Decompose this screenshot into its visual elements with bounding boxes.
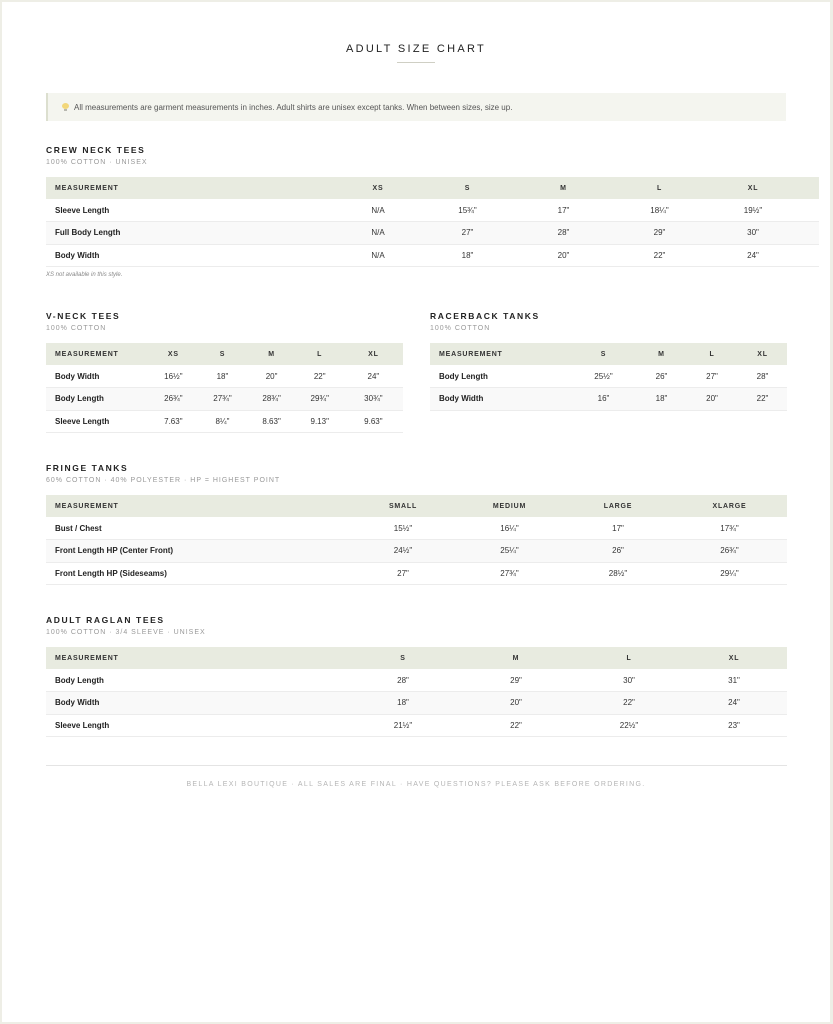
section-title: CREW NECK TEES	[46, 145, 146, 155]
column-header-measurement: MEASUREMENT	[439, 350, 503, 358]
column-header-size: M	[560, 184, 567, 192]
measurement-label: Front Length HP (Center Front)	[55, 546, 174, 556]
size-value: N/A	[371, 228, 385, 238]
footer-divider	[46, 765, 787, 766]
lightbulb-icon	[62, 103, 69, 112]
table-row	[46, 410, 403, 433]
size-value: 23"	[728, 720, 740, 730]
column-header-size: XL	[757, 350, 768, 358]
section-raglan	[46, 615, 787, 737]
footer-text: BELLA LEXI BOUTIQUE · ALL SALES ARE FINAL · HAVE QUESTIONS? PLEASE ASK BEFORE ORDERING.	[186, 781, 646, 788]
section-subtitle: 100% COTTON	[430, 325, 491, 332]
column-header-size: XL	[747, 184, 759, 192]
size-table	[46, 495, 787, 585]
size-value: 19½"	[743, 205, 763, 215]
size-value: 25¼"	[500, 546, 519, 556]
size-value: 21½"	[393, 720, 413, 730]
size-value: 9.63"	[364, 416, 383, 426]
size-value: 29"	[510, 675, 522, 685]
size-value: 24"	[728, 698, 740, 708]
measurement-label: Body Length	[55, 394, 104, 404]
measurement-label: Body Width	[439, 394, 484, 404]
measurement-label: Body Width	[55, 250, 100, 260]
column-header-size: L	[626, 654, 632, 662]
size-value: 22"	[653, 250, 666, 260]
size-value: 15½"	[393, 523, 413, 533]
column-header-size: MEDIUM	[492, 502, 527, 510]
size-value: 22"	[313, 371, 326, 381]
size-value: 18¼"	[650, 205, 669, 215]
column-header-size: M	[512, 654, 520, 662]
column-header-measurement: MEASUREMENT	[55, 350, 119, 358]
measurement-label: Front Length HP (Sideseams)	[55, 568, 167, 578]
measurement-label: Body Width	[55, 371, 100, 381]
size-value: 16½"	[164, 371, 183, 381]
table-row	[46, 669, 787, 692]
size-value: 30"	[623, 675, 635, 685]
table-row	[46, 562, 787, 585]
table-row	[46, 365, 403, 388]
size-table	[46, 177, 819, 267]
size-value: 29¼"	[720, 568, 739, 578]
section-title: V-NECK TEES	[46, 311, 121, 321]
section-subtitle: 100% COTTON · UNISEX	[46, 159, 148, 166]
section-title: ADULT RAGLAN TEES	[46, 615, 165, 625]
table-header-row	[430, 343, 787, 365]
size-value: 24½"	[393, 546, 413, 556]
size-value: 26"	[655, 371, 668, 381]
measurement-label: Bust / Chest	[55, 523, 102, 533]
table-header-row	[46, 177, 819, 199]
size-value: 26¾"	[720, 546, 739, 556]
size-value: 20"	[706, 394, 718, 404]
table-row	[430, 365, 787, 388]
table-row	[430, 388, 787, 411]
size-value: 28"	[756, 371, 769, 381]
size-value: 25½"	[594, 371, 613, 381]
size-value: 18"	[655, 394, 668, 404]
size-table	[430, 343, 787, 411]
size-value: 20"	[510, 698, 522, 708]
section-subtitle: 100% COTTON · 3/4 SLEEVE · UNISEX	[46, 629, 206, 636]
size-value: 15¾"	[458, 205, 477, 215]
measurement-label: Sleeve Length	[55, 720, 110, 730]
size-value: 17¾"	[720, 523, 739, 533]
size-value: 7.63"	[164, 416, 183, 426]
section-title: RACERBACK TANKS	[430, 311, 540, 321]
measurement-label: Body Length	[439, 371, 488, 381]
size-value: 9.13"	[310, 416, 329, 426]
size-value: 22"	[756, 394, 769, 404]
section-racerback	[430, 311, 787, 411]
size-value: 31"	[728, 675, 740, 685]
title-divider	[397, 62, 435, 63]
size-value: 18"	[216, 371, 229, 381]
column-header-size: L	[709, 350, 715, 358]
size-value: 26"	[612, 546, 624, 556]
column-header-size: S	[600, 350, 607, 358]
size-value: 27"	[706, 371, 718, 381]
column-header-size: XLARGE	[712, 502, 747, 510]
column-header-size: XL	[368, 350, 379, 358]
column-header-size: S	[464, 184, 471, 192]
size-value: 17"	[612, 523, 624, 533]
column-header-size: XS	[372, 184, 384, 192]
size-value: 16¼"	[500, 523, 519, 533]
measurement-label: Sleeve Length	[55, 416, 110, 426]
table-row	[46, 692, 787, 715]
table-row	[46, 222, 819, 245]
table-header-row	[46, 343, 403, 365]
table-row	[46, 714, 787, 737]
section-subtitle: 60% COTTON · 40% POLYESTER · HP = HIGHEST POINT	[46, 477, 281, 484]
size-value: 29¾"	[310, 394, 329, 404]
page-title: ADULT SIZE CHART	[345, 43, 487, 55]
column-header-size: XS	[167, 350, 179, 358]
size-value: 18"	[397, 698, 409, 708]
section-title: FRINGE TANKS	[46, 463, 129, 473]
size-value: 28½"	[608, 568, 628, 578]
size-value: N/A	[371, 205, 385, 215]
table-row	[46, 244, 819, 267]
table-row	[46, 540, 787, 563]
size-value: 26¾"	[164, 394, 183, 404]
section-vneck	[46, 311, 403, 433]
measurement-label: Full Body Length	[55, 228, 121, 238]
size-value: 28"	[557, 228, 570, 238]
size-value: 24"	[747, 250, 759, 260]
measurement-label: Body Length	[55, 675, 104, 685]
column-header-size: L	[656, 184, 663, 192]
table-header-row	[46, 647, 787, 669]
section-crew	[46, 145, 787, 278]
column-header-size: M	[268, 350, 275, 358]
size-table	[46, 647, 787, 737]
size-value: 27"	[397, 568, 409, 578]
column-header-size: LARGE	[603, 502, 633, 510]
size-value: 20"	[557, 250, 570, 260]
size-value: 22"	[510, 720, 522, 730]
size-value: N/A	[371, 250, 385, 260]
size-value: 27"	[461, 228, 474, 238]
measurement-label: Sleeve Length	[55, 205, 110, 215]
measurement-note	[46, 93, 786, 121]
column-header-measurement: MEASUREMENT	[55, 184, 119, 192]
column-header-measurement: MEASUREMENT	[55, 654, 119, 662]
size-value: 18"	[461, 250, 474, 260]
column-header-size: S	[219, 350, 226, 358]
column-header-size: SMALL	[388, 502, 418, 510]
table-row	[46, 199, 819, 222]
section-subtitle: 100% COTTON	[46, 325, 107, 332]
table-row	[46, 388, 403, 411]
size-value: 29"	[653, 228, 666, 238]
size-value: 22"	[623, 698, 635, 708]
size-value: 24"	[367, 371, 380, 381]
size-value: 28¾"	[262, 394, 281, 404]
size-value: 30"	[747, 228, 759, 238]
section-fringe	[46, 463, 787, 585]
table-row	[46, 517, 787, 540]
size-table	[46, 343, 403, 433]
size-value: 8.63"	[262, 416, 281, 426]
size-value: 30¾"	[364, 394, 383, 404]
size-value: 28"	[397, 675, 409, 685]
size-value: 20"	[265, 371, 278, 381]
column-header-size: XL	[728, 654, 740, 662]
size-chart-page	[2, 2, 830, 1022]
size-value: 27¾"	[213, 394, 232, 404]
size-value: 17"	[557, 205, 570, 215]
note-text: All measurements are garment measurements in inches. Adult shirts are unisex except tanks. When between sizes, size up.	[74, 102, 513, 112]
size-value: 8¼"	[215, 416, 230, 426]
size-value: 22½"	[619, 720, 639, 730]
column-header-size: M	[658, 350, 665, 358]
column-header-measurement: MEASUREMENT	[55, 502, 119, 510]
column-header-size: S	[400, 654, 406, 662]
size-value: 27¾"	[500, 568, 519, 578]
size-value: 16"	[597, 394, 610, 404]
column-header-size: L	[317, 350, 323, 358]
measurement-label: Body Width	[55, 698, 100, 708]
table-footnote: XS not available in this style.	[46, 272, 123, 278]
table-header-row	[46, 495, 787, 517]
